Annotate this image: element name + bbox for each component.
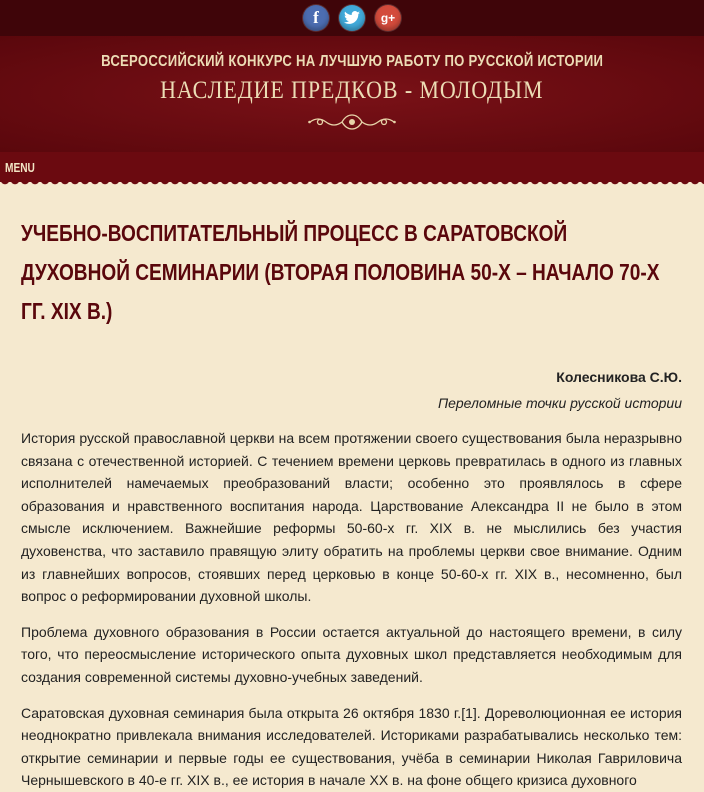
googleplus-icon[interactable]: g+ <box>375 5 401 31</box>
article-rubric: Переломные точки русской истории <box>437 395 682 411</box>
facebook-icon[interactable]: f <box>303 5 329 31</box>
article-author: Колесникова С.Ю. <box>556 369 682 385</box>
menu-button[interactable]: MENU <box>5 160 35 175</box>
ornament-icon <box>308 113 396 131</box>
twitter-icon[interactable] <box>339 5 365 31</box>
article-title: УЧЕБНО-ВОСПИТАТЕЛЬНЫЙ ПРОЦЕСС В САРАТОВСКОЙ ДУХОВНОЙ СЕМИНАРИИ (ВТОРАЯ ПОЛОВИНА 50-Х – НАЧАЛО 70-Х ГГ. XIX В.) <box>21 220 660 324</box>
social-bar <box>0 0 704 36</box>
article-paragraph: Саратовская духовная семинария была открыта 26 октября 1830 г.[1]. Дореволюционная ее история неоднократно привлекала внимания исследователей. Историками разрабатывались несколько тем: открытие семинарии и первые годы ее существования, учёба в семинарии Николая Гавриловича Чернышевского в 40-е гг. XIX в., ее история в начале XX в. на фоне общего кризиса духовного <box>21 704 682 789</box>
menu-bar <box>0 152 704 182</box>
site-header <box>0 36 704 152</box>
article-paragraph: Проблема духовного образования в России остается актуальной до настоящего времени, в силу того, что переосмысление исторического опыта духовных школ представляется необходимым для создания современной системы духовно-учебных заведений. <box>21 623 682 685</box>
article <box>0 214 704 792</box>
contest-title: ВСЕРОССИЙСКИЙ КОНКУРС НА ЛУЧШУЮ РАБОТУ ПО РУССКОЙ ИСТОРИИ <box>100 53 604 70</box>
site-title: НАСЛЕДИЕ ПРЕДКОВ - МОЛОДЫМ <box>160 77 544 104</box>
article-paragraph: История русской православной церкви на всем протяжении своего существования была неразрывно связана с отечественной историей. С течением времени церковь превратилась в одного из главных исполнителей намечаемых преобразований власти; особенно это проявлялось в сфере образования и нравственного воспитания народа. Царствование Александра II не было в этом смысле исключением. Важнейшие реформы 50-60-х гг. XIX в. не мыслились без участия духовенства, что заставило правящую элиту обратить на проблемы церкви свое внимание. Одним из главнейших вопросов, стоявших перед церковью в конце 50-60-х гг. XIX в., несомненно, был вопрос о реформировании духовной школы. <box>21 430 682 605</box>
scallop-border <box>0 180 704 188</box>
twitter-bird-icon <box>344 11 360 25</box>
